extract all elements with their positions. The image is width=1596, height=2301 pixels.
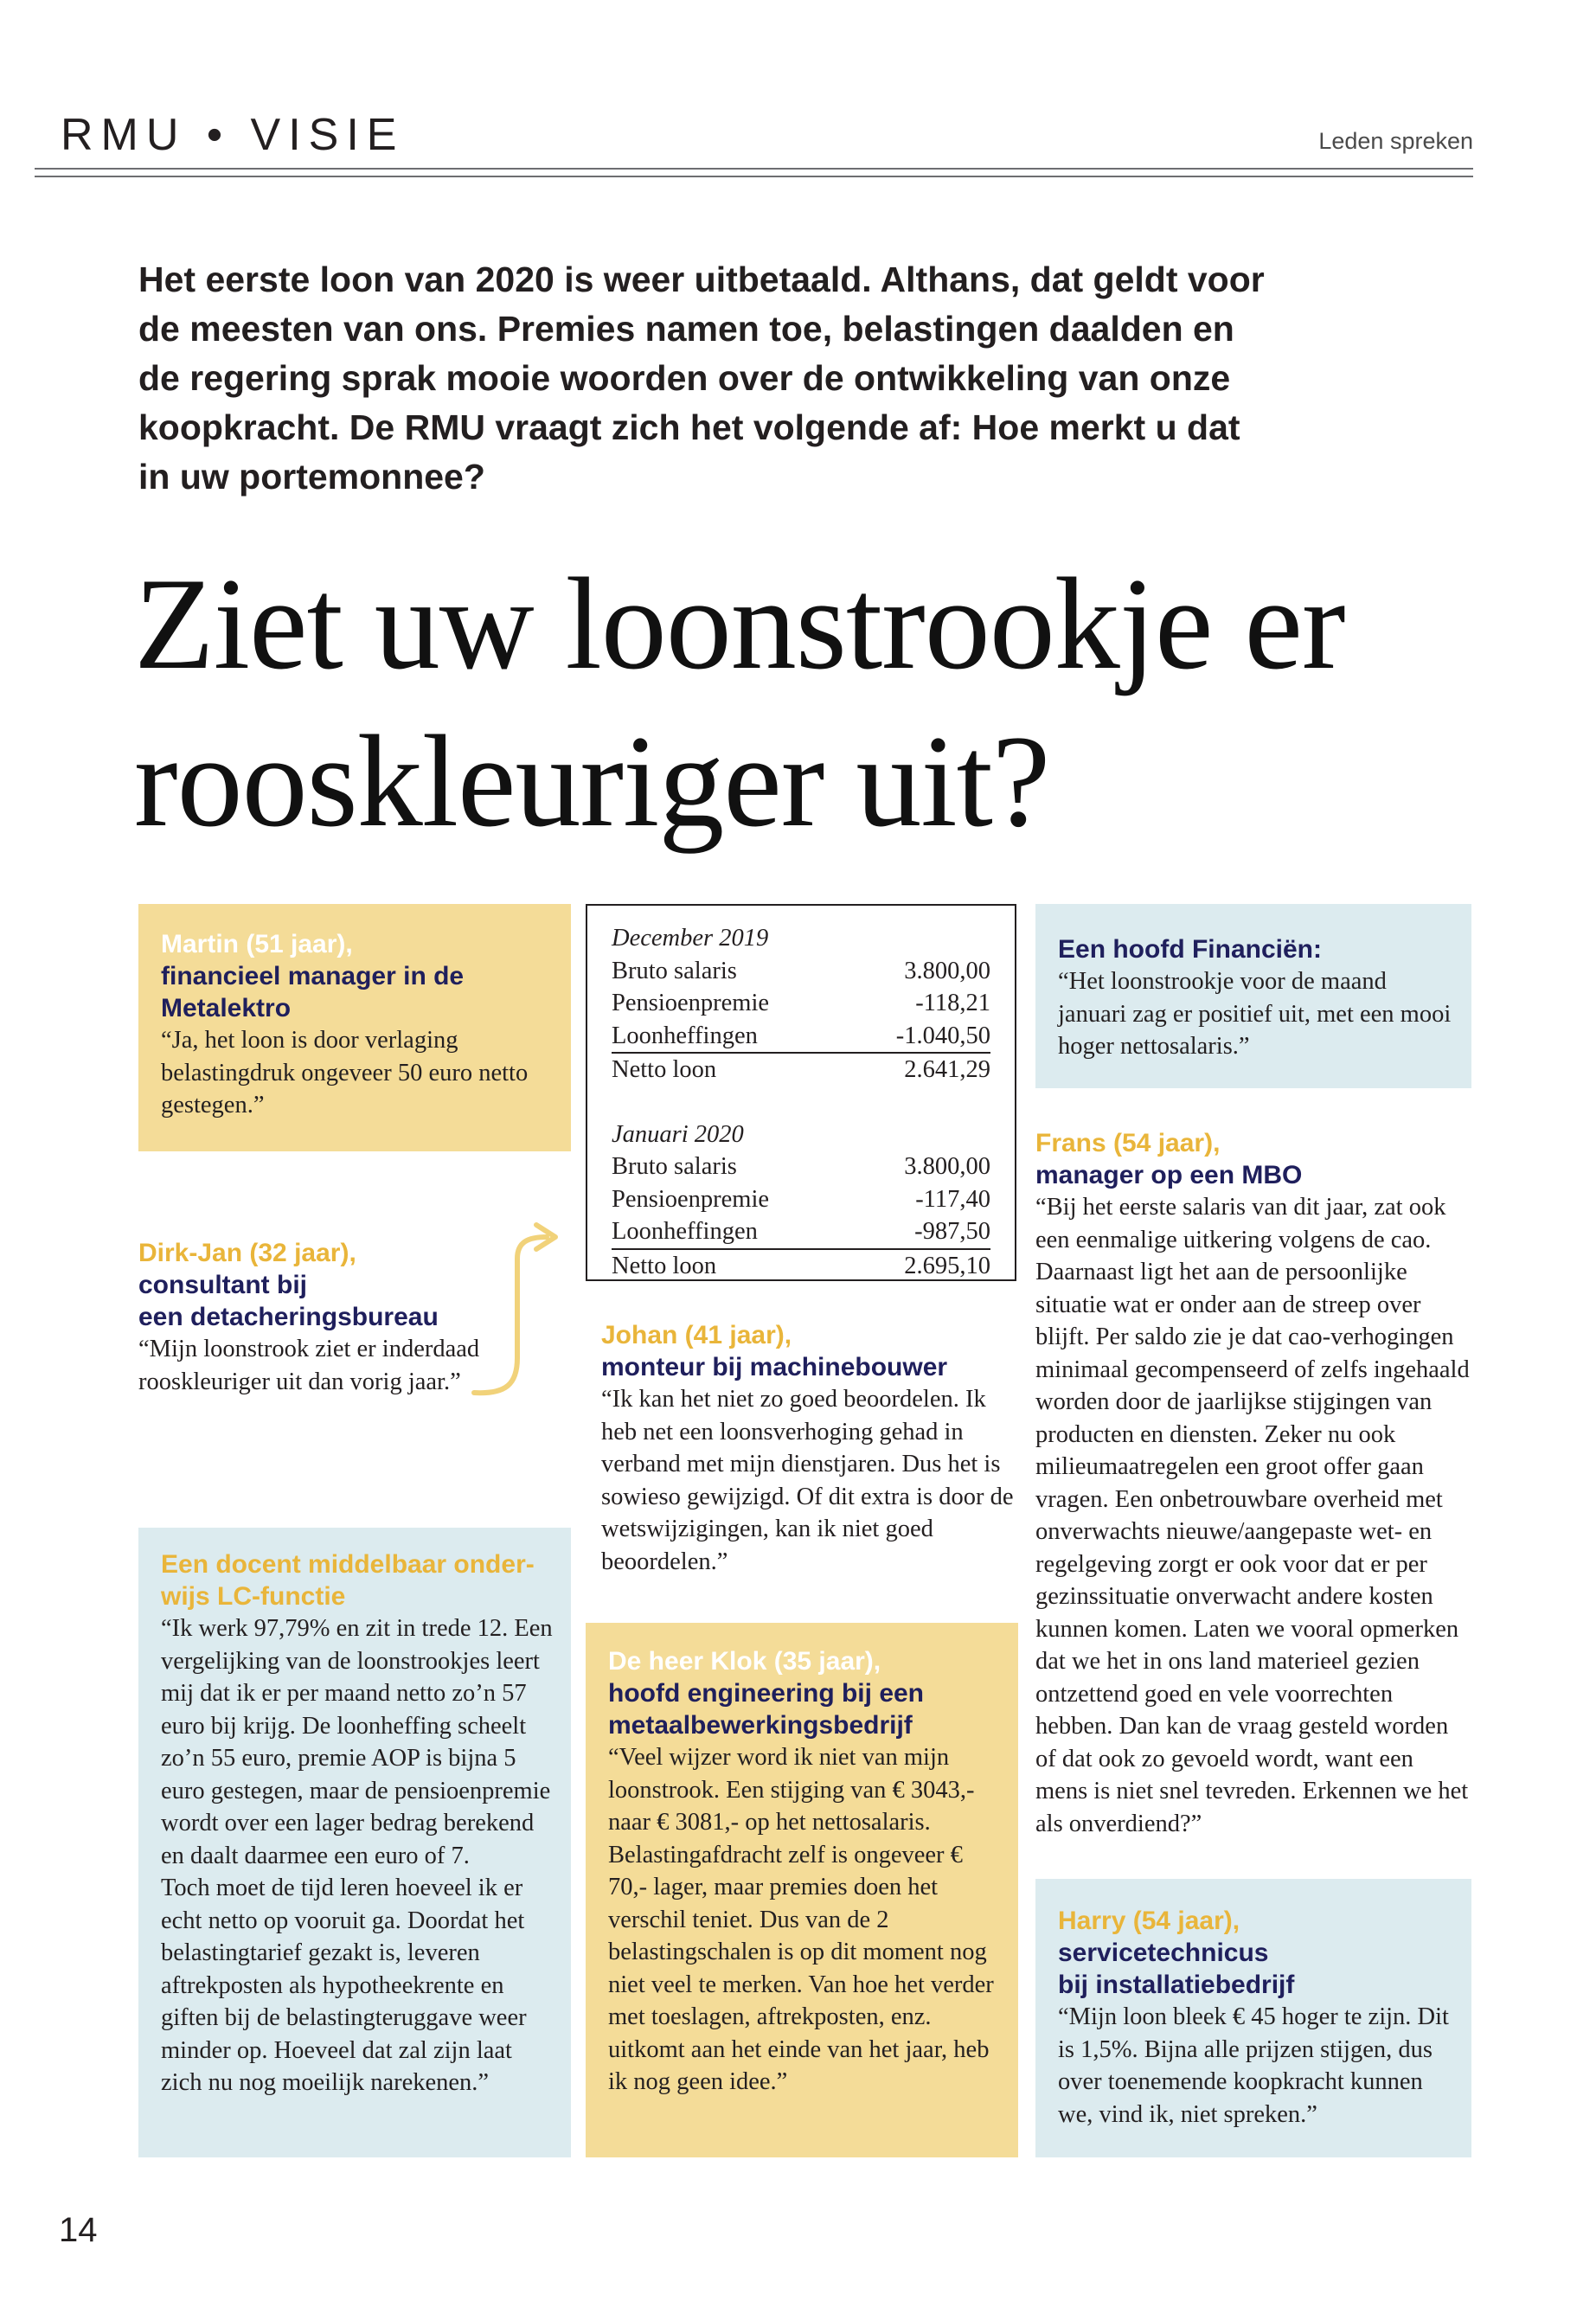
row-label: Loonheffingen [612,1022,758,1049]
harry-role-line-2: bij installatiebedrijf [1058,1971,1295,1999]
martin-quote: “Ja, het loon is door verlaging belastingdruk ongeveer 50 euro netto gestegen.” [161,1027,529,1118]
row-label: Bruto salaris [612,1153,737,1180]
frans-name: Frans (54 jaar), [1035,1129,1221,1157]
frans-block [1035,1127,1471,1840]
row-value: 3.800,00 [904,1153,990,1180]
docent-quote-part-1: “Ik werk 97,79% en zit in trede 12. Een vergelijking van de loonstrookjes leert mij dat ik er per maand netto zo’n 57 euro bij krijg. De loonheffing scheelt zo’n 55 euro, premie AOP is bijna 5 euro gestegen, maar de pensioenpremie wordt over een lager bedrag berekend en daalt daarmee een euro of 7. [161,1615,553,1869]
johan-name: Johan (41 jaar), [601,1321,792,1349]
page-title-line-1: Ziet uw loonstrookje er [134,551,1345,696]
docent-box [138,1528,571,2157]
table-row [612,1150,990,1183]
row-value: 3.800,00 [904,957,990,984]
martin-name: Martin (51 jaar), [161,930,353,958]
martin-box [138,904,571,1151]
section-label: Leden spreken [1318,128,1473,154]
klok-quote: “Veel wijzer word ik niet van mijn loonstrook. Een stijging van € 3043,- naar € 3081,- op het nettosalaris. Belastingafdracht zelf is ongeveer € 70,- lager, maar premies doen het verschil teniet. Dus van de 2 belastingschalen is op dit moment nog niet veel te merken. Van hoe het verder met toeslagen, aftrekposten, enz. uitkomt aan het einde van het jaar, heb ik nog geen idee.” [608,1744,994,2095]
harry-box [1035,1879,1471,2157]
row-value: -987,50 [914,1218,990,1245]
martin-role-line-1: financieel manager in de [161,962,465,990]
row-value: 2.695,10 [904,1252,990,1279]
dirkjan-block [138,1237,519,1398]
frans-role: manager op een MBO [1035,1161,1303,1189]
dirkjan-name: Dirk-Jan (32 jaar), [138,1239,356,1267]
table-row-total [612,1052,990,1086]
docent-quote-part-2: Toch moet de tijd leren hoeveel ik er echt netto op vooruit ga. Doordat het belastingtarief gezakt is, leveren aftrekposten als hypotheekrente en giften bij de belastingteruggave weer minder op. Hoeveel dat zal zijn laat zich nu nog moeilijk narekenen.” [161,1875,527,2096]
table-row [612,1183,990,1216]
row-value: -1.040,50 [895,1022,990,1049]
row-label: Loonheffingen [612,1218,758,1245]
table-row [612,955,990,988]
harry-role-line-1: servicetechnicus [1058,1939,1269,1967]
johan-quote: “Ik kan het niet zo goed beoordelen. Ik heb net een loonsverhoging gehad in verband met mijn dienstjaren. Dus het is sowieso gewijzigd. Of dit extra is door de wetswijzigingen, kan ik niet goed beoordelen.” [601,1386,1014,1575]
payslip-table [586,904,1016,1281]
row-label: Pensioenpremie [612,990,770,1016]
row-label: Netto loon [612,1056,717,1083]
lead-paragraph: Het eerste loon van 2020 is weer uitbetaald. Althans, dat geldt voor de meesten van ons. Premies namen toe, belastingen daalden en de regering sprak mooie woorden over de ontwikkeling van onze koopkracht. De RMU vraagt zich het volgende af: Hoe merkt u dat in uw portemonnee? [138,260,1265,497]
hoofd-box [1035,904,1471,1088]
page-title-line-2: rooskleuriger uit? [134,708,1050,854]
docent-name-line-2: wijs LC-functie [161,1582,346,1611]
table-row [612,1020,990,1053]
klok-role-line-1: hoofd engineering bij een [608,1679,925,1708]
hoofd-quote: “Het loonstrookje voor de maand januari zag er positief uit, met een mooi hoger nettosalaris.” [1058,968,1452,1060]
jan-caption: Januari 2020 [612,1120,744,1148]
klok-name: De heer Klok (35 jaar), [608,1647,881,1676]
table-row-total [612,1248,990,1283]
row-label: Pensioenpremie [612,1185,770,1213]
row-value: -118,21 [915,990,990,1016]
frans-quote: “Bij het eerste salaris van dit jaar, zat ook een eenmalige uitkering volgens de cao. Daarnaast ligt het aan de persoonlijke situatie wat er onder aan de streep over blijft. Per saldo zie je dat cao-verhogingen minimaal gecompenseerd of zelfs ingehaald worden door de jaarlijkse stijgingen van producten en diensten. Zeker nu ook milieumaatregelen een groot offer gaan vragen. Een onbetrouwbare overheid met onverwachts nieuwe/aangepaste wet- en regelgeving zorgt er ook voor dat er per gezinssituatie onverwacht andere kosten kunnen komen. Laten we vooral opmerken dat we het in ons land materieel gezien ontzettend goed en vele voorrechten hebben. Dan kan de vraag gesteld worden of dat ook zo gevoeld wordt, want een mens is niet snel tevreden. Erkennen we het als onverdiend?” [1035,1194,1470,1837]
johan-block [601,1319,1015,1578]
masthead: RMU • VISIE [61,110,405,160]
header-rule-bottom [35,176,1473,177]
dec-caption: December 2019 [612,925,769,952]
klok-box [586,1623,1018,2157]
harry-name: Harry (54 jaar), [1058,1907,1240,1935]
page-number: 14 [59,2211,98,2249]
row-label: Netto loon [612,1252,717,1279]
martin-role-line-2: Metalektro [161,994,292,1022]
page-title [134,545,1484,860]
table-gap [612,1086,990,1118]
row-value: 2.641,29 [904,1056,990,1083]
klok-role-line-2: metaalbewerkingsbedrijf [608,1711,913,1740]
harry-quote: “Mijn loon bleek € 45 hoger te zijn. Dit is 1,5%. Bijna alle prijzen stijgen, dus over toenemende koopkracht kunnen we, vind ik, niet spreken.” [1058,2003,1449,2128]
table-row [612,987,990,1020]
arrow-icon [467,1211,571,1406]
dirkjan-role-line-1: consultant bij [138,1271,307,1299]
johan-role: monteur bij machinebouwer [601,1353,948,1381]
docent-name-line-1: Een docent middelbaar onder- [161,1550,535,1579]
header-rule-top [35,168,1473,170]
dirkjan-quote: “Mijn loonstrook ziet er inderdaad rooskleuriger uit dan vorig jaar.” [138,1336,480,1395]
row-value: -117,40 [915,1185,990,1213]
dirkjan-role-line-2: een detacheringsbureau [138,1303,439,1331]
row-label: Bruto salaris [612,957,737,984]
hoofd-name: Een hoofd Financiën: [1058,935,1322,964]
table-row [612,1215,990,1248]
